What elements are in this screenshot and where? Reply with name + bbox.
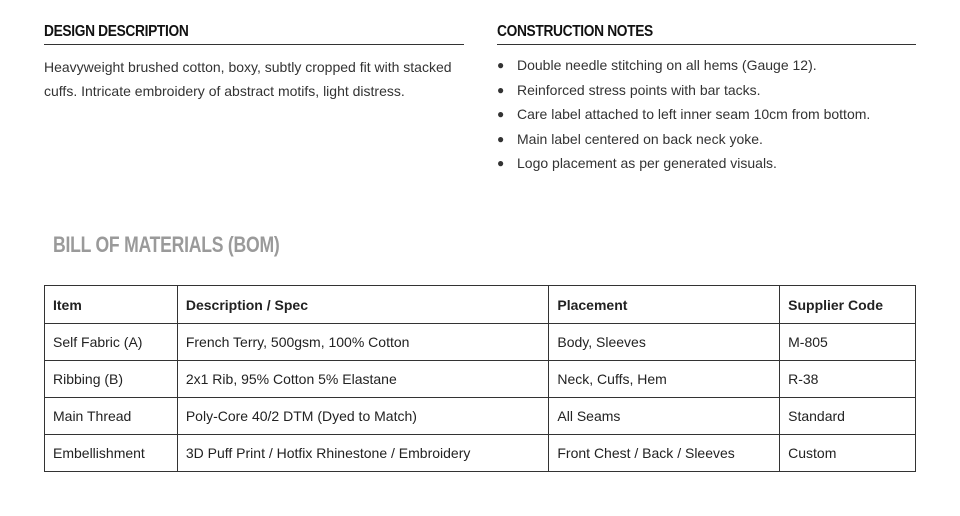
bom-cell-placement: Front Chest / Back / Sleeves <box>549 435 780 472</box>
bom-cell-description: 3D Puff Print / Hotfix Rhinestone / Embroidery <box>177 435 549 472</box>
bom-cell-supplier-code: Standard <box>780 398 916 435</box>
construction-note-item <box>497 53 916 78</box>
construction-notes-rule <box>497 44 916 45</box>
construction-note-item <box>497 78 916 103</box>
bom-cell-supplier-code: Custom <box>780 435 916 472</box>
construction-note-item <box>497 127 916 152</box>
bullet-icon: ● <box>497 58 505 72</box>
bom-cell-item: Self Fabric (A) <box>45 324 178 361</box>
bom-header-item: Item <box>45 286 178 324</box>
bom-cell-description: 2x1 Rib, 95% Cotton 5% Elastane <box>177 361 549 398</box>
bom-cell-item: Main Thread <box>45 398 178 435</box>
table-row <box>45 398 916 435</box>
table-row <box>45 435 916 472</box>
bom-title: BILL OF MATERIALS (BOM) <box>53 232 280 257</box>
construction-note-text: Care label attached to left inner seam 10cm from bottom. <box>517 106 871 122</box>
bom-cell-placement: Neck, Cuffs, Hem <box>549 361 780 398</box>
bom-cell-item: Embellishment <box>45 435 178 472</box>
construction-notes-section <box>497 22 916 176</box>
design-description-rule <box>44 44 464 45</box>
table-row <box>45 324 916 361</box>
bullet-icon: ● <box>497 131 505 146</box>
bom-cell-description: Poly-Core 40/2 DTM (Dyed to Match) <box>177 398 549 435</box>
bom-cell-placement: All Seams <box>549 398 780 435</box>
construction-note-text: Main label centered on back neck yoke. <box>517 130 763 147</box>
construction-note-text: Double needle stitching on all hems (Gauge 12). <box>517 57 817 73</box>
construction-note-text: Logo placement as per generated visuals. <box>517 155 777 171</box>
bom-cell-supplier-code: R-38 <box>780 361 916 398</box>
bom-cell-placement: Body, Sleeves <box>549 324 780 361</box>
bom-cell-description: French Terry, 500gsm, 100% Cotton <box>177 324 549 361</box>
design-description-section <box>44 22 464 103</box>
bom-table <box>44 285 916 472</box>
construction-note-item <box>497 102 916 127</box>
construction-note-item <box>497 151 916 176</box>
bullet-icon: ● <box>497 107 505 121</box>
design-description-text: Heavyweight brushed cotton, boxy, subtly cropped fit with stacked cuffs. Intricate embroidery of abstract motifs, light distress. <box>44 59 452 99</box>
bullet-icon: ● <box>497 82 505 97</box>
construction-notes-list <box>497 53 916 176</box>
bom-header-row <box>45 286 916 324</box>
bom-header-supplier-code: Supplier Code <box>780 286 916 324</box>
table-row <box>45 361 916 398</box>
bom-cell-item: Ribbing (B) <box>45 361 178 398</box>
bom-header-placement: Placement <box>549 286 780 324</box>
construction-notes-heading: CONSTRUCTION NOTES <box>497 23 653 40</box>
construction-note-text: Reinforced stress points with bar tacks. <box>517 81 761 98</box>
bom-cell-supplier-code: M-805 <box>780 324 916 361</box>
bullet-icon: ● <box>497 156 505 170</box>
design-description-heading: DESIGN DESCRIPTION <box>44 23 189 40</box>
bom-header-description: Description / Spec <box>177 286 549 324</box>
